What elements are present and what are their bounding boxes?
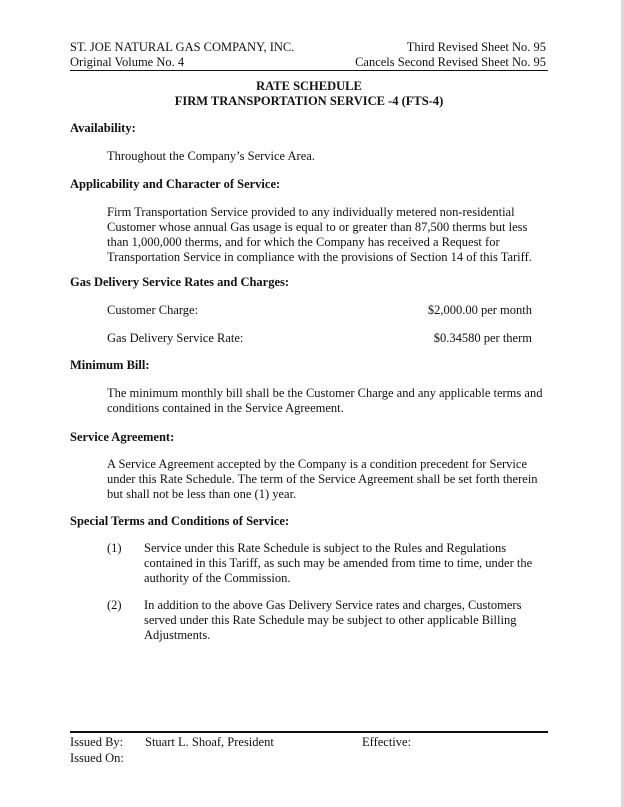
- header-left: [70, 40, 294, 70]
- header-right: [355, 40, 546, 70]
- cancels-sheet: Cancels Second Revised Sheet No. 95: [355, 55, 546, 69]
- issued-by-label: Issued By:: [70, 735, 124, 749]
- sheet-number: Third Revised Sheet No. 95: [406, 40, 546, 54]
- applicability-text: Firm Transportation Service provided to any individually metered non-residential Customer whose annual Gas usage is equal to or greater than 87,500 therms but less than 1,000,000 therms, and for which the Company has received a Request for Transportation Service in compliance with the provisions of Section 14 of this Tariff.: [107, 205, 532, 264]
- special-term-text: In addition to the above Gas Delivery Service rates and charges, Customers served under this Rate Schedule may be subject to other applicable Billing Adjustments.: [144, 598, 522, 642]
- service-agreement-heading: Service Agreement:: [70, 430, 175, 444]
- special-term-number: (1): [107, 541, 122, 555]
- special-terms-heading: Special Terms and Conditions of Service:: [70, 514, 290, 528]
- availability-heading: Availability:: [70, 121, 136, 135]
- title-line-2: FIRM TRANSPORTATION SERVICE -4 (FTS-4): [174, 94, 444, 108]
- company-name: ST. JOE NATURAL GAS COMPANY, INC.: [70, 40, 295, 54]
- issued-on-label: Issued On:: [70, 751, 124, 765]
- customer-charge-value: $2,000.00 per month: [427, 303, 532, 317]
- minimum-bill-heading: Minimum Bill:: [70, 358, 150, 372]
- special-term-text: Service under this Rate Schedule is subject to the Rules and Regulations contained in this Tariff, as such may be amended from time to time, under the authority of the Commission.: [144, 541, 533, 585]
- delivery-rate-value: $0.34580 per therm: [433, 331, 532, 345]
- footer-rule: [70, 731, 548, 733]
- customer-charge-label: Customer Charge:: [107, 303, 199, 317]
- volume-number: Original Volume No. 4: [70, 55, 185, 69]
- issued-by-value: Stuart L. Shoaf, President: [145, 735, 274, 749]
- rates-heading: Gas Delivery Service Rates and Charges:: [70, 275, 290, 289]
- header-rule: [70, 70, 548, 71]
- availability-text: Throughout the Company’s Service Area.: [107, 149, 315, 163]
- footer-labels: [70, 734, 124, 766]
- service-agreement-text: A Service Agreement accepted by the Company is a condition precedent for Service under this Rate Schedule. The term of the Service Agreement shall be set forth therein but shall not be less than one (1) year.: [107, 457, 538, 501]
- effective-label: Effective:: [362, 735, 412, 749]
- title-line-1: RATE SCHEDULE: [256, 79, 362, 93]
- applicability-heading: Applicability and Character of Service:: [70, 177, 281, 191]
- special-term-number: (2): [107, 598, 122, 612]
- delivery-rate-label: Gas Delivery Service Rate:: [107, 331, 244, 345]
- minimum-bill-text: The minimum monthly bill shall be the Customer Charge and any applicable terms and conditions contained in the Service Agreement.: [107, 386, 543, 415]
